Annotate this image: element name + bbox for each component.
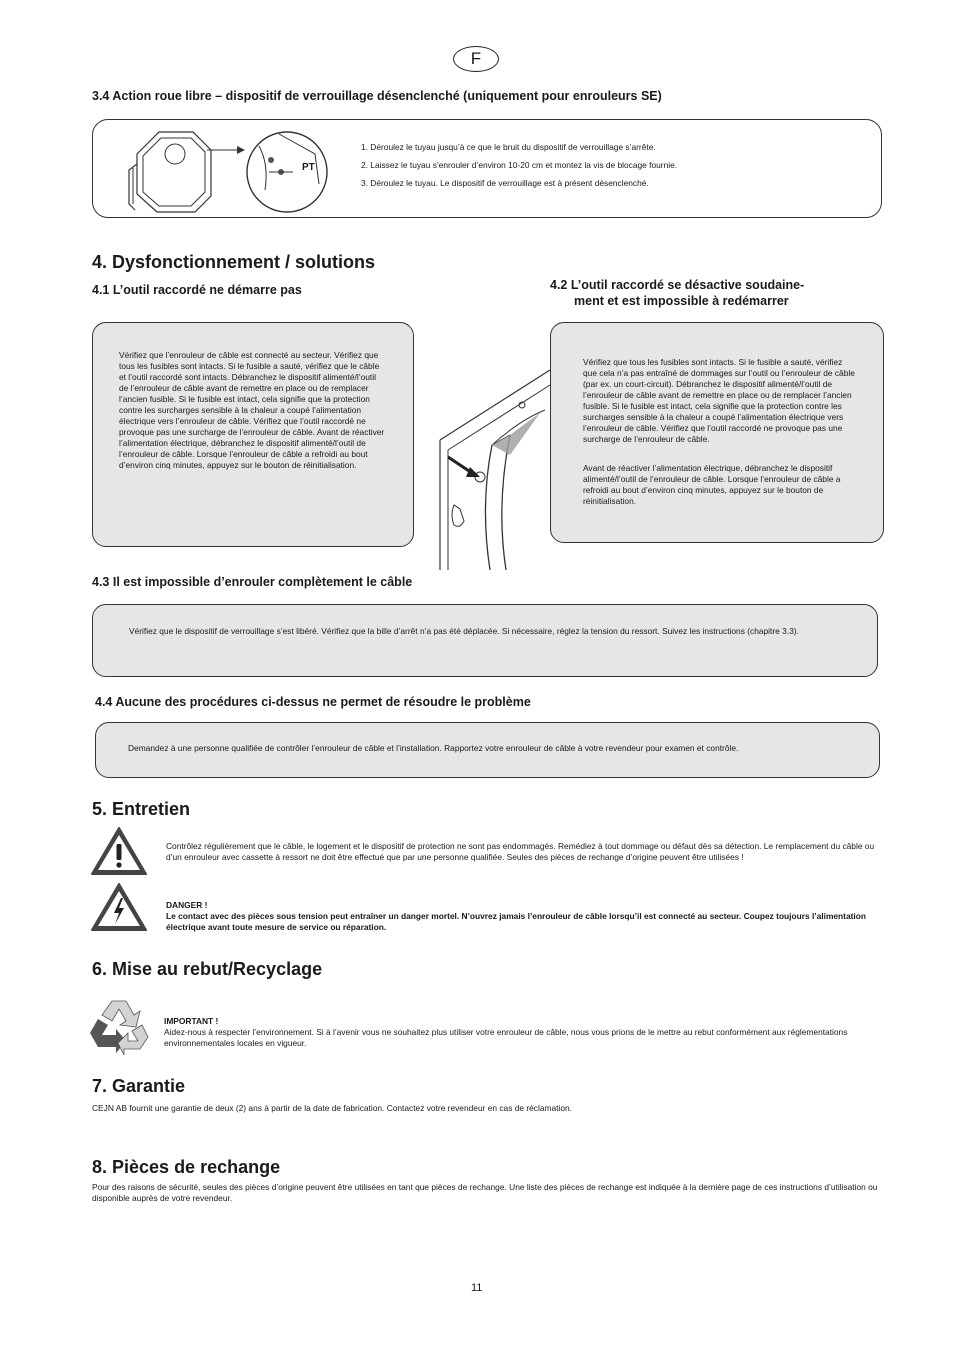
wall-bracket-illustration bbox=[430, 365, 555, 575]
section-5-text: Contrôlez régulièrement que le câble, le logement et le dispositif de protection ne sont pas endommagés. Remédiez à tout dommage ou défaut dès sa détection. Le remplacement du câble ou d’un enrouleur avec cassette à ressort ne doit être effectué que par une personne qualifiée. Seules des pièces de rechange d’origine peuvent être utilisées ! bbox=[166, 841, 875, 862]
section-4-2-text-1: Vérifiez que tous les fusibles sont intacts. Si le fusible a sauté, vérifiez que cela n’a pas entraîné de dommages sur l’outil ou l’enrouleur de câble (par ex. un court-circuit). Débranchez le dispositif alimenté/l’outil de l’enrouleur de câble avant de remettre en place ou de remplacer l’ancien fusible. Si le fusible est intact, cela signifie que la protection contre les surcharges sensible à la chaleur a coupé l’alimentation électrique vers l’enrouleur de câble. Vérifiez que l’outil raccordé ne provoque pas une surcharge de l’enrouleur de câble. bbox=[583, 357, 855, 444]
pt-callout-label: PT bbox=[302, 162, 315, 173]
step-1: 1. Déroulez le tuyau jusqu’à ce que le bruit du dispositif de verrouillage s’arrête. bbox=[361, 142, 656, 152]
section-4-3-title: 4.3 Il est impossible d’enrouler complètement le câble bbox=[92, 575, 413, 589]
section-4-1-title: 4.1 L’outil raccordé ne démarre pas bbox=[92, 283, 302, 297]
section-4-3-box bbox=[92, 604, 878, 677]
section-5-title: 5. Entretien bbox=[92, 799, 191, 819]
section-4-1-text: Vérifiez que l’enrouleur de câble est connecté au secteur. Vérifiez que tous les fusibles sont intacts. Si le fusible a sauté, vérifiez que le câble et l’outil raccordé sont intacts. Débranchez le dispositif alimenté/l’outil de l’enrouleur de câble avant de remettre en place ou de remplacer l’ancien fusible. Si le fusible est intact, cela signifie que la protection contre les surcharges sensible à la chaleur a coupé l’alimentation électrique vers l’enrouleur de câble. Vérifiez que l’outil raccordé ne provoque pas une surcharge de l’enrouleur de câble. Avant de réactiver l’alimentation électrique, débranchez le dispositif alimenté/l’outil de l’enrouleur de câble. Lorsque l’enrouleur de câble a refroidi au bout d’environ cinq minutes, appuyez sur le bouton de réinitialisation. bbox=[119, 350, 385, 470]
section-8-title: 8. Pièces de rechange bbox=[92, 1157, 281, 1177]
recycling-icon bbox=[88, 997, 150, 1055]
important-label: IMPORTANT ! bbox=[164, 1016, 219, 1026]
danger-text: Le contact avec des pièces sous tension peut entraîner un danger mortel. N’ouvrez jamais l’enrouleur de câble lorsqu’il est connecté au secteur. Coupez toujours l’alimentation électrique avant toute mesure de service ou réparation. bbox=[166, 911, 866, 932]
section-4-4-text: Demandez à une personne qualifiée de contrôler l’enrouleur de câble et l’installation. Rapportez votre enrouleur de câble à votre revendeur pour examen et contrôle. bbox=[128, 743, 739, 753]
section-4-2-text-2: Avant de réactiver l’alimentation électrique, débranchez le dispositif alimenté/l’outil de l’enrouleur de câble. Lorsque l’enrouleur de câble a refroidi au bout d’environ cinq minutes, appuyez sur le bouton de réinitialisation. bbox=[583, 463, 841, 506]
section-7-title: 7. Garantie bbox=[92, 1076, 186, 1096]
section-4-2-box bbox=[550, 322, 884, 543]
section-6-text: Aidez-nous à respecter l’environnement. Si à l’avenir vous ne souhaitez plus utiliser votre enrouleur de câble, nous vous prions de le mettre au rebut conformément aux réglementations environnementales locales en vigueur. bbox=[164, 1027, 848, 1048]
section-7-text: CEJN AB fournit une garantie de deux (2) ans à partir de la date de fabrication. Contactez votre revendeur en cas de réclamation. bbox=[92, 1103, 572, 1113]
section-4-3-text: Vérifiez que le dispositif de verrouillage s’est libéré. Vérifiez que la bille d’arrêt n’a pas été déplacée. Si nécessaire, réglez la tension du ressort. Suivez les instructions (chapitre 3.3). bbox=[129, 626, 799, 636]
section-4-2-title-line1: 4.2 L’outil raccordé se désactive soudaine- bbox=[550, 278, 805, 292]
reel-lock-illustration bbox=[119, 124, 329, 214]
step-2: 2. Laissez le tuyau s’enrouler d’environ 10-20 cm et montez la vis de blocage fournie. bbox=[361, 160, 678, 171]
section-4-4-box bbox=[95, 722, 880, 778]
section-4-2-title-line2: ment et est impossible à redémarrer bbox=[574, 294, 789, 308]
section-3-4-steps bbox=[361, 142, 861, 197]
step-3: 3. Déroulez le tuyau. Le dispositif de verrouillage est à présent désenclenché. bbox=[361, 178, 649, 189]
language-badge: F bbox=[453, 46, 499, 72]
section-4-1-box bbox=[92, 322, 414, 547]
section-4-title: 4. Dysfonctionnement / solutions bbox=[92, 252, 376, 272]
section-8-text: Pour des raisons de sécurité, seules des pièces d’origine peuvent être utilisées en tant que pièces de rechange. Une liste des pièces de rechange est indiquée à la dernière page de ces instructions d’utilisation ou disponible auprès de votre revendeur. bbox=[92, 1182, 878, 1203]
danger-label: DANGER ! bbox=[166, 900, 208, 910]
section-3-4-box bbox=[92, 119, 882, 218]
section-4-2-title bbox=[550, 277, 870, 309]
section-3-4-title: 3.4 Action roue libre – dispositif de verrouillage désenclenché (uniquement pour enrouleurs SE) bbox=[92, 89, 662, 103]
electric-hazard-icon bbox=[90, 882, 148, 932]
warning-icon bbox=[90, 826, 148, 876]
section-4-4-title: 4.4 Aucune des procédures ci-dessus ne permet de résoudre le problème bbox=[95, 695, 531, 709]
page-number: 11 bbox=[471, 1282, 483, 1294]
section-6-title: 6. Mise au rebut/Recyclage bbox=[92, 959, 323, 979]
